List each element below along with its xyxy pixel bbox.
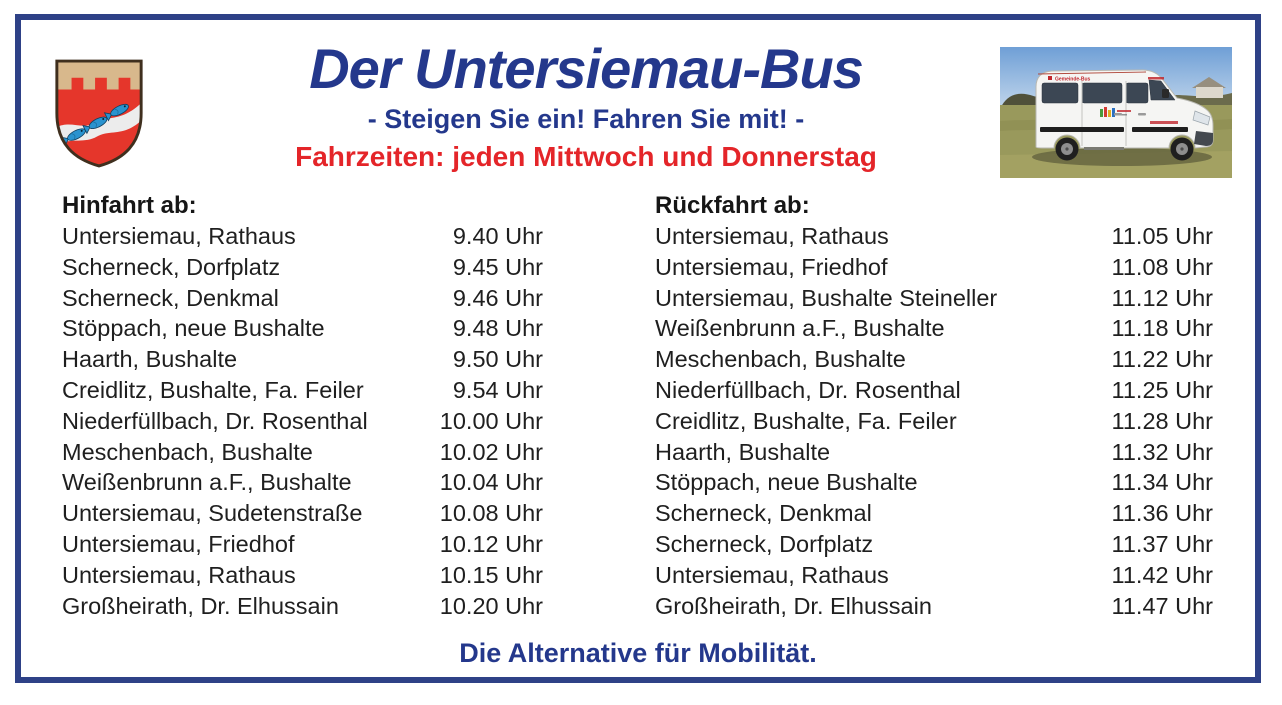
stop-name: Untersiemau, Sudetenstraße (62, 500, 363, 527)
timetable (62, 190, 1213, 621)
timetable-row (655, 560, 1213, 591)
timetable-row (62, 283, 543, 314)
timetable-row (655, 529, 1213, 560)
timetable-row (62, 437, 543, 468)
stop-time: 10.02 Uhr (439, 438, 543, 465)
side-step (1084, 147, 1124, 150)
stop-time: 9.45 Uhr (452, 253, 543, 280)
stop-time: 11.37 Uhr (1111, 530, 1213, 557)
schedule-note: Fahrzeiten: jeden Mittwoch und Donnerstag (295, 141, 877, 173)
stop-time: 11.05 Uhr (1111, 223, 1213, 249)
stop-time: 11.36 Uhr (1111, 500, 1213, 527)
stop-time: 10.00 Uhr (439, 407, 543, 434)
timetable-row (655, 591, 1213, 622)
stop-time: 11.28 Uhr (1111, 407, 1213, 434)
stop-time: 11.32 Uhr (1111, 438, 1213, 465)
stop-time: 11.42 Uhr (1111, 561, 1213, 588)
timetable-row (655, 252, 1213, 283)
untersiemau-coat-of-arms-icon (50, 52, 148, 176)
stop-time: 11.12 Uhr (1111, 284, 1213, 311)
timetable-row (62, 221, 543, 252)
front-door-window (1126, 83, 1148, 103)
stop-time: 11.25 Uhr (1111, 376, 1213, 403)
timetable-row (62, 467, 543, 498)
timetable-row (655, 313, 1213, 344)
stop-time: 10.20 Uhr (439, 592, 543, 619)
front-grille (1194, 131, 1213, 146)
side-stripe (1040, 127, 1124, 132)
timetable-row (62, 591, 543, 622)
hinfahrt-column (62, 190, 543, 621)
hinfahrt-rows (62, 221, 543, 621)
stop-time: 9.54 Uhr (452, 376, 543, 403)
stop-name: Meschenbach, Bushalte (62, 438, 313, 465)
stop-time: 9.40 Uhr (452, 223, 543, 249)
door-handle (1138, 113, 1146, 116)
bus-photo-svg (1000, 47, 1232, 178)
stop-name: Creidlitz, Bushalte, Fa. Feiler (655, 407, 957, 434)
stop-name: Stöppach, neue Bushalte (655, 469, 918, 496)
stop-name: Niederfüllbach, Dr. Rosenthal (655, 376, 961, 403)
timetable-row (655, 498, 1213, 529)
stop-name: Creidlitz, Bushalte, Fa. Feiler (62, 376, 364, 403)
stop-time: 9.50 Uhr (452, 346, 543, 373)
bus-photo (1000, 47, 1232, 178)
rueckfahrt-column (655, 190, 1213, 621)
stop-time: 10.12 Uhr (439, 530, 543, 557)
stop-name: Scherneck, Denkmal (655, 500, 872, 527)
stop-name: Großheirath, Dr. Elhussain (655, 592, 932, 619)
timetable-row (62, 252, 543, 283)
timetable-row (655, 283, 1213, 314)
stop-time: 11.22 Uhr (1111, 346, 1213, 373)
sliding-door-window (1082, 83, 1122, 103)
subtitle: - Steigen Sie ein! Fahren Sie mit! - (367, 104, 805, 135)
rueckfahrt-heading: Rückfahrt ab: (655, 192, 810, 219)
roof-logo (1048, 76, 1052, 80)
page-title: Der Untersiemau-Bus (309, 37, 863, 100)
timetable-row (62, 375, 543, 406)
stop-time: 11.08 Uhr (1111, 253, 1213, 280)
timetable-row (655, 437, 1213, 468)
footer-slogan: Die Alternative für Mobilität. (459, 638, 817, 668)
stop-name: Niederfüllbach, Dr. Rosenthal (62, 407, 368, 434)
side-mirror (1162, 89, 1169, 98)
stop-name: Scherneck, Denkmal (62, 284, 279, 311)
door-handle (1114, 113, 1122, 116)
roof-branding-text: Gemeinde-Bus (1055, 76, 1091, 83)
stop-time: 11.18 Uhr (1111, 315, 1213, 342)
roof-branding-front (1148, 77, 1164, 80)
stop-name: Scherneck, Dorfplatz (655, 530, 874, 557)
stop-name: Untersiemau, Rathaus (62, 223, 296, 249)
stop-time: 10.08 Uhr (439, 500, 543, 527)
timetable-row (62, 406, 543, 437)
stop-name: Haarth, Bushalte (655, 438, 831, 465)
stop-time: 10.04 Uhr (439, 469, 543, 496)
stop-name: Scherneck, Dorfplatz (62, 253, 281, 280)
timetable-row (62, 344, 543, 375)
stop-name: Meschenbach, Bushalte (655, 346, 906, 373)
stop-name: Haarth, Bushalte (62, 346, 238, 373)
hinfahrt-heading: Hinfahrt ab: (62, 192, 197, 219)
stop-name: Untersiemau, Rathaus (62, 561, 296, 588)
stop-time: 9.46 Uhr (452, 284, 543, 311)
stop-name: Stöppach, neue Bushalte (62, 315, 325, 342)
stop-name: Untersiemau, Rathaus (655, 223, 889, 249)
timetable-row (655, 221, 1213, 252)
timetable-row (62, 560, 543, 591)
stop-time: 11.47 Uhr (1111, 592, 1213, 619)
timetable-row (62, 529, 543, 560)
front-door-branding (1150, 121, 1178, 124)
timetable-row (62, 313, 543, 344)
stop-name: Weißenbrunn a.F., Bushalte (655, 315, 945, 342)
stop-name: Untersiemau, Friedhof (62, 530, 295, 557)
stop-time: 10.15 Uhr (439, 561, 543, 588)
rear-side-window (1042, 83, 1078, 103)
house (1196, 87, 1223, 98)
timetable-row (655, 375, 1213, 406)
coat-of-arms-svg (50, 52, 148, 176)
timetable-row (655, 406, 1213, 437)
stop-name: Weißenbrunn a.F., Bushalte (62, 469, 352, 496)
stop-name: Großheirath, Dr. Elhussain (62, 592, 339, 619)
stop-name: Untersiemau, Rathaus (655, 561, 889, 588)
header (150, 37, 1022, 173)
side-stripe-front (1132, 127, 1188, 132)
timetable-row (655, 467, 1213, 498)
timetable-row (655, 344, 1213, 375)
stop-time: 11.34 Uhr (1111, 469, 1213, 496)
stop-name: Untersiemau, Bushalte Steineller (655, 284, 998, 311)
stop-time: 9.48 Uhr (452, 315, 543, 342)
stop-name: Untersiemau, Friedhof (655, 253, 888, 280)
timetable-row (62, 498, 543, 529)
rueckfahrt-rows (655, 221, 1213, 621)
